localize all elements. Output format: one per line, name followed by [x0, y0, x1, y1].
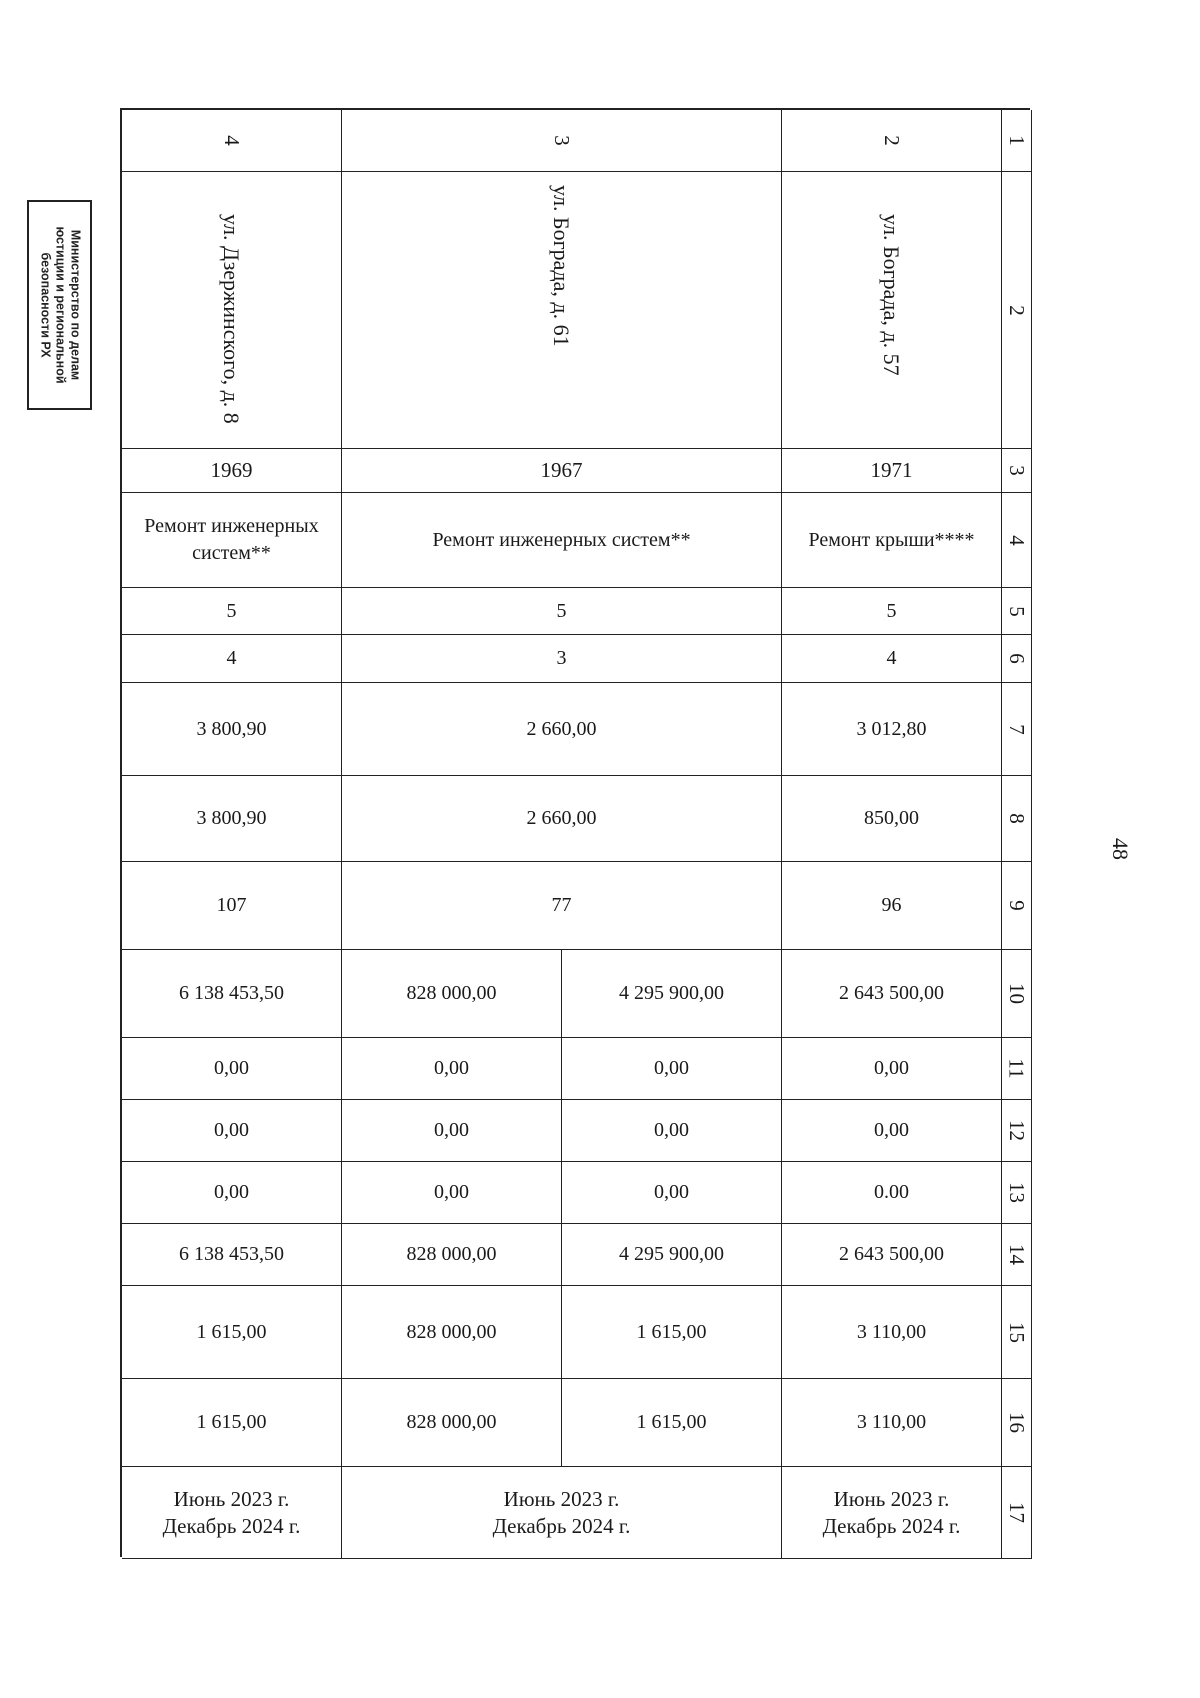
- table-cell: 3 110,00: [782, 1286, 1002, 1379]
- year-cell: 1969: [122, 449, 342, 493]
- table-cell: 4: [122, 635, 342, 683]
- row-number: 6: [1002, 635, 1032, 683]
- table-cell: 0,00: [782, 1038, 1002, 1100]
- end-date: Декабрь 2024 г.: [822, 1513, 961, 1538]
- registration-stamp: [27, 200, 92, 410]
- table-cell: 828 000,00: [342, 1379, 562, 1467]
- year-cell: 1971: [782, 449, 1002, 493]
- table-cell: 4 295 900,00: [562, 1224, 782, 1286]
- table-cell: 2 643 500,00: [782, 1224, 1002, 1286]
- table-cell: 0,00: [782, 1100, 1002, 1162]
- start-date: Июнь 2023 г.: [503, 1486, 620, 1511]
- col-number: 2: [782, 110, 1002, 172]
- stamp-line: Министерство по делам: [68, 229, 82, 381]
- col-number: 3: [342, 110, 782, 172]
- table-cell: 77: [342, 862, 782, 950]
- table-cell: 4: [782, 635, 1002, 683]
- row-number: 2: [1002, 172, 1032, 449]
- table-cell: 1 615,00: [562, 1286, 782, 1379]
- table-cell: 6 138 453,50: [122, 1224, 342, 1286]
- end-date: Декабрь 2024 г.: [162, 1513, 301, 1538]
- table-cell: 0,00: [342, 1038, 562, 1100]
- table-cell: 2 660,00: [342, 683, 782, 776]
- table-cell: 0,00: [562, 1100, 782, 1162]
- table-cell: 5: [342, 588, 782, 635]
- row-number: 14: [1002, 1224, 1032, 1286]
- row-number: 10: [1002, 950, 1032, 1038]
- row-number: 1: [1002, 110, 1032, 172]
- table-cell: 3 012,80: [782, 683, 1002, 776]
- repair-type-cell: Ремонт крыши****: [782, 493, 1002, 588]
- address-cell: ул. Бограда, д. 57: [782, 172, 1002, 449]
- table-cell: 5: [122, 588, 342, 635]
- row-number: 7: [1002, 683, 1032, 776]
- row-number: 3: [1002, 449, 1032, 493]
- year-cell: 1967: [342, 449, 782, 493]
- row-number: 13: [1002, 1162, 1032, 1224]
- repair-table: [120, 108, 1030, 1557]
- table-cell: 0,00: [342, 1162, 562, 1224]
- table-cell: 0,00: [562, 1038, 782, 1100]
- table-cell: 0.00: [782, 1162, 1002, 1224]
- table-cell: 2 660,00: [342, 776, 782, 862]
- start-date: Июнь 2023 г.: [173, 1486, 290, 1511]
- col-number: 4: [122, 110, 342, 172]
- table-cell: 4 295 900,00: [562, 950, 782, 1038]
- date-cell: [342, 1467, 782, 1559]
- table-cell: 0,00: [122, 1162, 342, 1224]
- date-cell: [782, 1467, 1002, 1559]
- row-number: 9: [1002, 862, 1032, 950]
- row-number: 8: [1002, 776, 1032, 862]
- table-cell: 3 800,90: [122, 776, 342, 862]
- table-cell: 828 000,00: [342, 1224, 562, 1286]
- date-cell: [122, 1467, 342, 1559]
- row-number: 17: [1002, 1467, 1032, 1559]
- page-number: 48: [1108, 838, 1133, 860]
- table-cell: 0,00: [122, 1038, 342, 1100]
- address-cell: ул. Дзержинского, д. 8: [122, 172, 342, 449]
- row-number: 4: [1002, 493, 1032, 588]
- table-cell: 3: [342, 635, 782, 683]
- table-cell: 1 615,00: [122, 1286, 342, 1379]
- table-cell: 1 615,00: [122, 1379, 342, 1467]
- start-date: Июнь 2023 г.: [833, 1486, 950, 1511]
- table-cell: 0,00: [562, 1162, 782, 1224]
- repair-type-cell: Ремонт инженерных систем**: [342, 493, 782, 588]
- table-cell: 3 110,00: [782, 1379, 1002, 1467]
- stamp-line: юстиции и региональной: [53, 226, 67, 384]
- row-number: 12: [1002, 1100, 1032, 1162]
- table-cell: 0,00: [122, 1100, 342, 1162]
- table-cell: 96: [782, 862, 1002, 950]
- stamp-text: [37, 205, 82, 405]
- table-cell: 107: [122, 862, 342, 950]
- table-cell: 828 000,00: [342, 950, 562, 1038]
- address-cell: ул. Бограда, д. 61: [342, 172, 782, 449]
- table-cell: 5: [782, 588, 1002, 635]
- table-cell: 828 000,00: [342, 1286, 562, 1379]
- row-number: 15: [1002, 1286, 1032, 1379]
- row-number: 16: [1002, 1379, 1032, 1467]
- repair-type-cell: Ремонт инженерных систем**: [122, 493, 342, 588]
- table-cell: 6 138 453,50: [122, 950, 342, 1038]
- row-number: 5: [1002, 588, 1032, 635]
- table-cell: 3 800,90: [122, 683, 342, 776]
- table-cell: 850,00: [782, 776, 1002, 862]
- table-cell: 1 615,00: [562, 1379, 782, 1467]
- row-number: 11: [1002, 1038, 1032, 1100]
- table-cell: 0,00: [342, 1100, 562, 1162]
- stamp-line: безопасности РХ: [38, 252, 52, 358]
- end-date: Декабрь 2024 г.: [492, 1513, 631, 1538]
- table-cell: 2 643 500,00: [782, 950, 1002, 1038]
